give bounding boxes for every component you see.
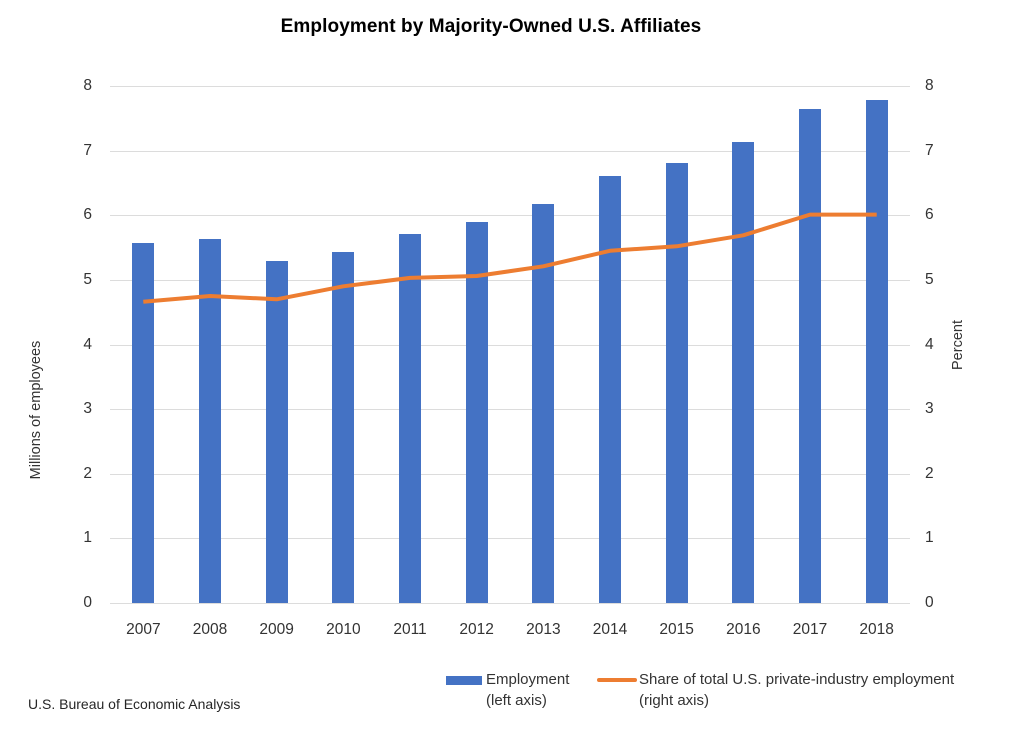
x-axis-label-2011: 2011 bbox=[393, 621, 427, 638]
x-axis-label-2010: 2010 bbox=[326, 621, 361, 638]
source-note: U.S. Bureau of Economic Analysis bbox=[28, 696, 241, 712]
x-axis-label-2013: 2013 bbox=[526, 621, 561, 638]
legend-label: Employment bbox=[486, 671, 570, 688]
right-axis-tick-label: 1 bbox=[925, 529, 934, 547]
x-axis-label-2008: 2008 bbox=[192, 621, 228, 638]
x-axis-label-2017: 2017 bbox=[792, 621, 828, 638]
legend-item-employment-text bbox=[486, 669, 569, 711]
right-axis-tick-label: 0 bbox=[925, 594, 934, 611]
right-axis-tick-label: 4 bbox=[925, 335, 934, 353]
share-line bbox=[143, 215, 876, 302]
left-axis-tick-label: 5 bbox=[83, 270, 92, 288]
legend-item-share bbox=[597, 669, 954, 711]
legend-sublabel: (left axis) bbox=[486, 692, 547, 709]
share-line-layer bbox=[110, 86, 910, 603]
left-axis-tick-label: 7 bbox=[83, 141, 92, 159]
left-axis-tick-label: 6 bbox=[83, 206, 92, 224]
x-axis-label-2007: 2007 bbox=[126, 621, 161, 638]
legend-item-share-text bbox=[639, 669, 954, 711]
right-axis-tick-label: 7 bbox=[925, 141, 934, 159]
right-axis-tick-label: 8 bbox=[925, 77, 934, 94]
x-axis-label-2012: 2012 bbox=[459, 621, 494, 638]
right-axis-tick-label: 6 bbox=[925, 206, 934, 224]
left-axis-tick-label: 0 bbox=[83, 594, 92, 611]
right-axis-tick-label: 3 bbox=[925, 400, 934, 418]
left-axis-tick-label: 8 bbox=[83, 77, 92, 94]
x-axis-label-2018: 2018 bbox=[859, 621, 894, 638]
bar-series-swatch-icon bbox=[446, 676, 482, 685]
left-axis-tick-label: 4 bbox=[83, 335, 92, 353]
plot-area bbox=[110, 86, 910, 603]
left-axis-tick-label: 2 bbox=[83, 464, 92, 482]
left-axis-tick-label: 1 bbox=[83, 529, 92, 547]
left-axis-tick-label: 3 bbox=[83, 400, 92, 418]
right-axis-tick-label: 5 bbox=[925, 270, 934, 288]
line-series-swatch-icon bbox=[597, 678, 637, 682]
right-axis-tick-label: 2 bbox=[925, 464, 934, 482]
x-axis-label-2009: 2009 bbox=[259, 621, 294, 638]
x-axis-line bbox=[110, 603, 910, 604]
x-axis-label-2016: 2016 bbox=[726, 621, 761, 638]
x-axis-label-2015: 2015 bbox=[659, 621, 694, 638]
legend-item-employment bbox=[446, 669, 569, 711]
right-axis-title: Percent bbox=[950, 320, 966, 370]
x-axis-label-2014: 2014 bbox=[592, 621, 628, 638]
legend-label: Share of total U.S. private-industry employment bbox=[639, 671, 955, 688]
left-axis-title: Millions of employees bbox=[28, 340, 44, 480]
chart-title: Employment by Majority-Owned U.S. Affiliates bbox=[280, 16, 702, 37]
legend-sublabel: (right axis) bbox=[639, 692, 710, 709]
